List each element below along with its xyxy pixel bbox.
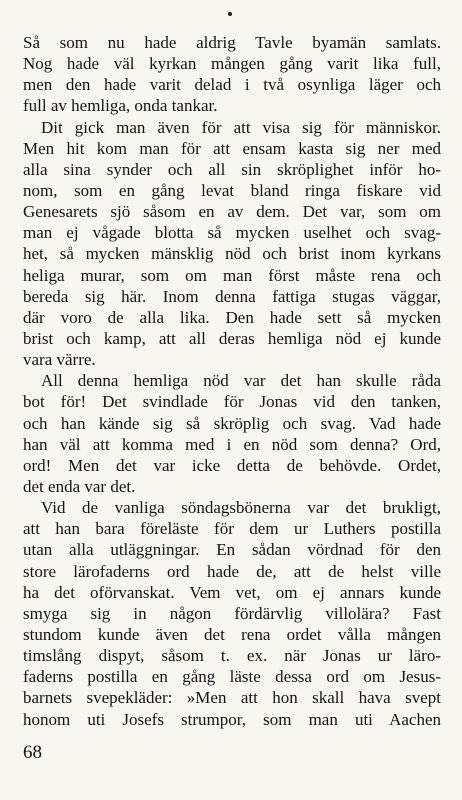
text-line: det enda var det. <box>23 476 136 496</box>
text-line: timslång dispyt, såsom t. ex. när Jonas ur läro- <box>23 646 441 666</box>
page-number: 68 <box>23 742 42 763</box>
printing-speck <box>228 12 232 16</box>
text-line: vara värre. <box>23 350 96 370</box>
text-line: utan alla utläggningar. En sådan vördnad för den <box>23 540 441 560</box>
text-line: faderns postilla en gång läste dessa ord om Jesus- <box>23 667 441 687</box>
text-line: bot för! Det svindlade för Jonas vid den tanken, <box>23 392 441 412</box>
text-line: ha det oförvanskat. Vem vet, om ej annars kunde <box>23 582 441 602</box>
text-line: smyga sig in någon fördärvlig villolära? Fast <box>23 603 441 623</box>
text-line: han väl att komma med i en nöd som denna? Ord, <box>23 434 441 454</box>
body-text <box>23 32 441 730</box>
text-line: alla sina synder och all sin skröplighet inför ho- <box>23 159 441 179</box>
text-line: och han kände sig så skröplig och svag. Vad hade <box>23 413 441 433</box>
text-line: man ej vågade blotta så mycken uselhet och svag- <box>23 223 441 243</box>
text-line: All denna hemliga nöd var det han skulle råda <box>41 371 441 391</box>
text-line: ord! Men det var icke detta de behövde. Ordet, <box>23 455 441 475</box>
text-line: store lärofaderns ord hade de, att de helst ville <box>23 561 441 581</box>
text-line: att han bara föreläste för dem ur Luthers postilla <box>23 519 441 539</box>
text-line: bereda sig här. Inom denna fattiga stugas väggar, <box>23 286 441 306</box>
text-line: Dit gick man även för att visa sig för människor. <box>41 117 441 137</box>
text-line: Nog hade väl kyrkan mången gång varit lika full, <box>23 54 441 74</box>
text-line: men den hade varit delad i två osynliga läger och <box>23 75 441 95</box>
text-line: heliga murar, som om man först måste rena och <box>23 265 441 285</box>
text-line: full av hemliga, onda tankar. <box>23 96 218 116</box>
text-line: brist och kamp, att all deras hemliga nöd ej kunde <box>23 328 441 348</box>
text-line: Men hit kom man för att ensam kasta sig ner med <box>23 138 441 158</box>
text-line: Vid de vanliga söndagsbönerna var det brukligt, <box>41 498 441 518</box>
text-line: nom, som en gång levat bland ringa fiskare vid <box>23 180 441 200</box>
text-line: stundom kunde även det rena ordet vålla mången <box>23 624 441 644</box>
text-line: barnets svepekläder: »Men att hon skall hava svept <box>23 688 441 708</box>
text-line: där voro de alla lika. Den hade sett så mycken <box>23 307 441 327</box>
text-line: honom uti Josefs strumpor, som man uti Aachen <box>23 709 441 729</box>
text-line: het, så mycken mänsklig nöd och brist inom kyrkans <box>23 244 441 264</box>
text-line: Genesarets sjö såsom en av dem. Det var, som om <box>23 202 441 222</box>
text-line: Så som nu hade aldrig Tavle byamän samlats. <box>23 33 441 52</box>
